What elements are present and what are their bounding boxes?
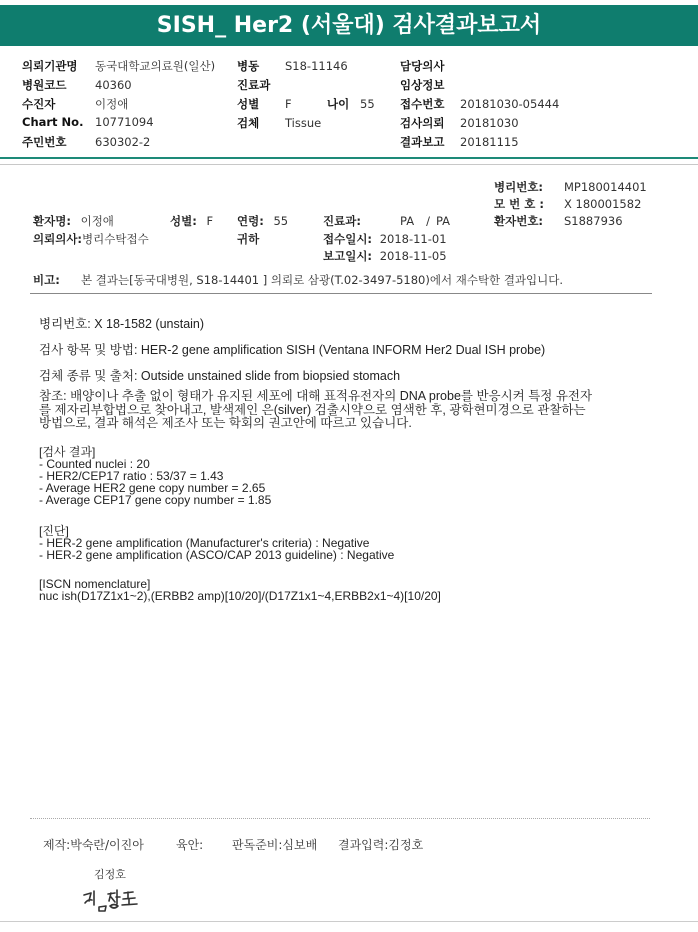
patient-no-row — [494, 213, 623, 229]
ward-label: 병동 — [237, 59, 260, 73]
doctor-row — [33, 231, 149, 247]
handwritten-signature — [80, 885, 146, 913]
patient-no-value: S1887936 — [564, 214, 623, 228]
reported-row — [323, 248, 447, 264]
rep-doctor-label: 의뢰의사: — [33, 232, 83, 246]
sex-row — [170, 213, 213, 229]
diagnosis-line: - HER-2 gene amplification (ASCO/CAP 2013 guideline) : Negative — [39, 548, 395, 562]
rep-age-label: 연령: — [237, 214, 264, 228]
request-date-label: 검사의뢰 — [400, 116, 445, 130]
staff-info: 제작:박숙란/이진아 — [43, 838, 144, 852]
remark-value: 본 결과는[동국대병원, S18-14401 ] 의뢰로 삼광(T.02-3497-5180)에서 재수탁한 결과입니다. — [81, 273, 564, 287]
gross-info: 육안: — [176, 838, 204, 852]
result-line: - Counted nuclei : 20 — [39, 457, 150, 471]
entry-info: 결과입력:김정호 — [338, 838, 424, 852]
patient-name-label: 환자명: — [33, 214, 71, 228]
header-col2 — [237, 58, 375, 134]
header-col1 — [22, 58, 215, 153]
age-value: 55 — [360, 97, 375, 111]
hospital-label: 의뢰기관명 — [22, 59, 78, 73]
header-divider-shadow — [0, 164, 698, 165]
department-row — [323, 213, 450, 229]
remark-divider — [30, 293, 652, 294]
chart-no-value: 10771094 — [95, 115, 154, 129]
reported-value: 2018-11-05 — [379, 249, 447, 263]
report-date-label: 결과보고 — [400, 135, 445, 149]
pathology-no-row — [494, 179, 647, 195]
sex-value: F — [285, 97, 292, 111]
header-col3 — [400, 58, 559, 153]
specimen-value: Tissue — [285, 116, 322, 130]
rep-sex-label: 성별: — [170, 214, 197, 228]
specimen-label: 검체 — [237, 116, 260, 130]
reported-label: 보고일시: — [323, 249, 373, 263]
pathology-no-label: 병리번호: — [494, 180, 544, 194]
body-specimen: 검체 종류 및 출처: Outside unstained slide from biopsied stomach — [39, 369, 401, 383]
parent-no-label: 모 번 호 : — [494, 197, 544, 211]
reading-prep-info: 판독준비:심보배 — [232, 838, 318, 852]
age-label: 나이 — [327, 97, 350, 111]
result-line: - Average HER2 gene copy number = 2.65 — [39, 481, 266, 495]
request-date-value: 20181030 — [460, 116, 519, 130]
rep-dept-label: 진료과: — [323, 214, 361, 228]
rep-dept-value: PA — [400, 214, 415, 228]
remark-label: 비고: — [33, 273, 60, 287]
report-date-value: 20181115 — [460, 135, 519, 149]
signer-name: 김정호 — [94, 868, 126, 881]
iscn-title: [ISCN nomenclature] — [39, 577, 151, 591]
body-pathology-no: 병리번호: X 18-1582 (unstain) — [39, 317, 205, 331]
recipient-label: 귀하 — [237, 232, 260, 246]
accession-label: 접수번호 — [400, 97, 445, 111]
note-line: 를 제자리부합법으로 찾아내고, 발색제인 은(silver) 검출시약으로 염색한 후, 광학현미경으로 관찰하는 — [39, 402, 586, 417]
header-divider — [0, 157, 698, 159]
result-line: - HER2/CEP17 ratio : 53/37 = 1.43 — [39, 469, 224, 483]
result-section — [39, 446, 271, 506]
patient-name-value: 이정애 — [80, 214, 114, 228]
report-title: SISH_ Her2 (서울대) 검사결과보고서 — [0, 5, 698, 46]
received-value: 2018-11-01 — [379, 232, 447, 246]
pathology-no-value: MP180014401 — [564, 180, 647, 194]
body-test-method: 검사 항목 및 방법: HER-2 gene amplification SISH (Ventana INFORM Her2 Dual ISH probe) — [39, 343, 546, 357]
received-row — [323, 231, 447, 247]
hospital-value: 동국대학교의료원(일산) — [95, 59, 216, 73]
age-row — [237, 213, 288, 229]
sex-label: 성별 — [237, 97, 260, 111]
accession-value: 20181030-05444 — [460, 97, 560, 111]
result-title: [검사 결과] — [39, 445, 96, 459]
hospital-code-label: 병원코드 — [22, 78, 67, 92]
diagnosis-line: - HER-2 gene amplification (Manufacturer's criteria) : Negative — [39, 536, 370, 550]
received-label: 접수일시: — [323, 232, 373, 246]
resident-no-value: 630302-2 — [95, 135, 151, 149]
note-line: 참조: 배양이나 추출 없이 형태가 유지된 세포에 대해 표적유전자의 DNA probe를 반응시켜 특정 유전자 — [39, 389, 593, 403]
rep-doctor-value: 병리수탁접수 — [82, 232, 149, 246]
rep-dept-value2: PA — [435, 214, 451, 228]
patient-name-row — [33, 213, 114, 229]
patient-value: 이정애 — [95, 97, 129, 111]
iscn-line: nuc ish(D17Z1x1~2),(ERBB2 amp)[10/20]/(D17Z1x1~4,ERBB2x1~4)[10/20] — [39, 589, 441, 603]
chart-no-label: Chart No. — [22, 115, 84, 129]
remark-row — [33, 272, 563, 288]
diagnosis-section — [39, 525, 394, 561]
recipient-row — [237, 231, 259, 247]
note-line: 방법으로, 결과 해석은 제조사 또는 학회의 권고안에 따르고 있습니다. — [39, 416, 412, 430]
parent-no-value: X 180001582 — [564, 197, 642, 211]
rep-sex-value: F — [206, 214, 214, 228]
doctor-label: 담당의사 — [400, 59, 445, 73]
diagnosis-title: [진단] — [39, 524, 69, 538]
patient-label: 수진자 — [22, 97, 56, 111]
dept-label: 진료과 — [237, 78, 271, 92]
bottom-border — [0, 921, 698, 922]
rep-age-value: 55 — [273, 214, 289, 228]
ward-value: S18-11146 — [285, 59, 348, 73]
resident-no-label: 주민번호 — [22, 135, 67, 149]
iscn-section — [39, 578, 441, 602]
hospital-code-value: 40360 — [95, 78, 132, 92]
signature-divider — [30, 818, 650, 819]
patient-no-label: 환자번호: — [494, 214, 544, 228]
parent-no-row — [494, 196, 641, 212]
body-note — [39, 390, 592, 431]
clinical-info-label: 임상정보 — [400, 78, 445, 92]
rep-dept-sep: / — [426, 214, 430, 228]
result-line: - Average CEP17 gene copy number = 1.85 — [39, 493, 272, 507]
